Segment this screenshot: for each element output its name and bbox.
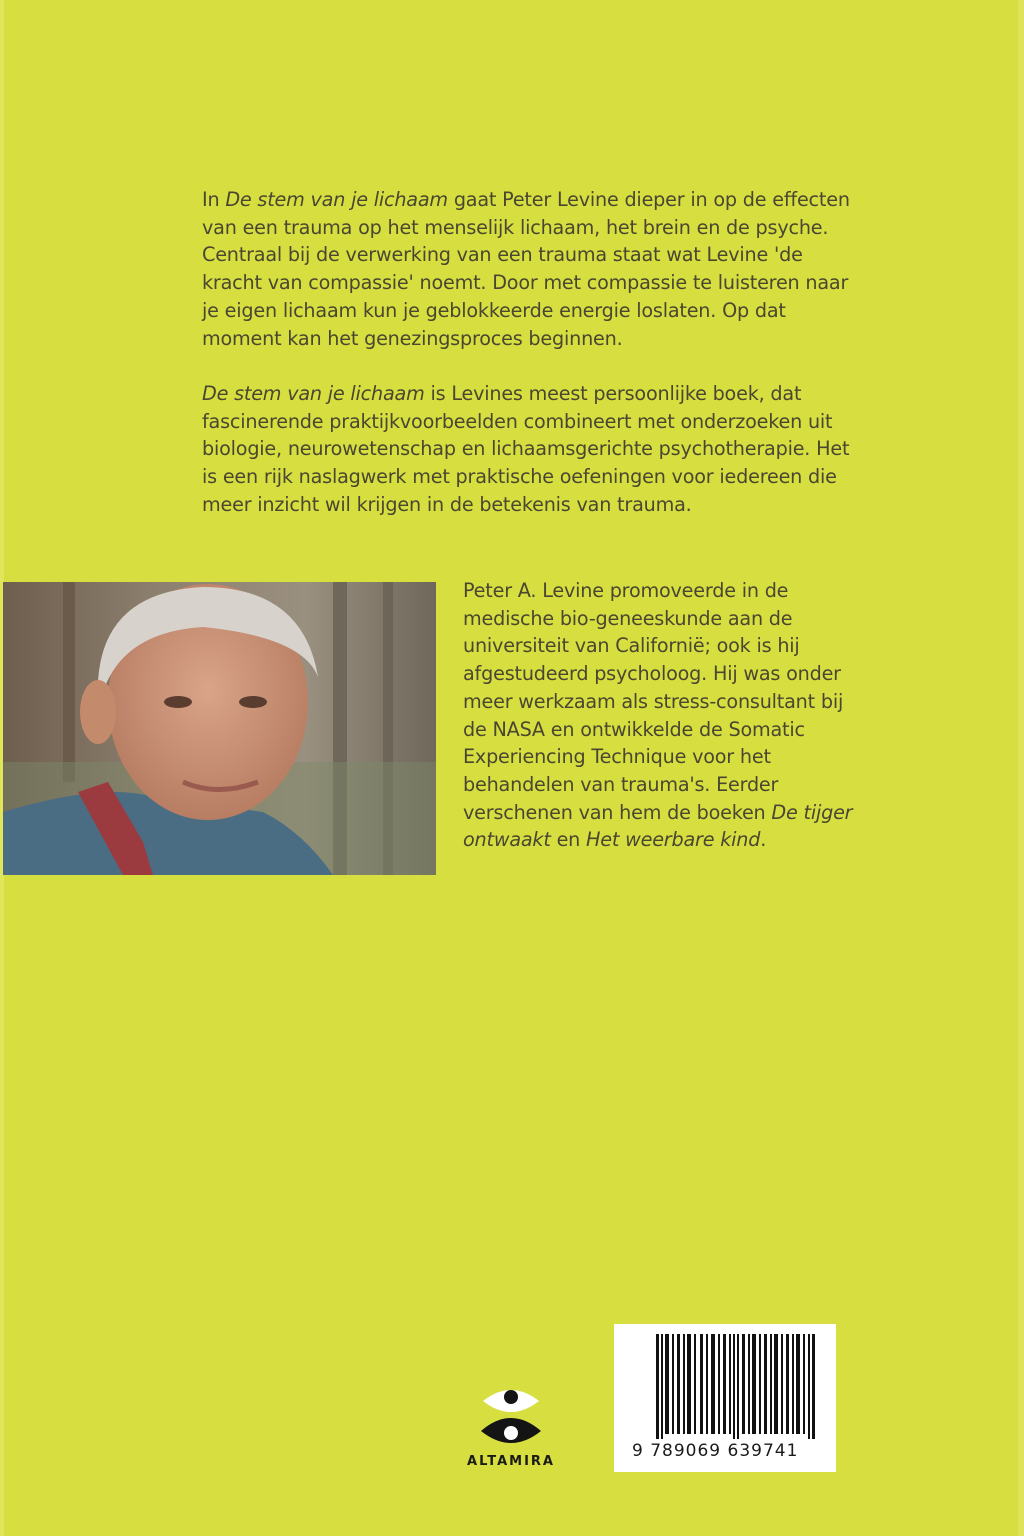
bio-text: Peter A. Levine promoveerde in de medische bio-geneeskunde aan de universiteit van Californië; ook is hij afgestudeerd psycholoog. Hij was onder meer werkzaam als stress-consultant bij de NASA en ontwikkelde de Somatic Experiencing Technique voor het behandelen van trauma's. Eerder verschenen van hem de boeken (463, 579, 844, 824)
isbn-barcode (614, 1324, 836, 1472)
author-photo (3, 582, 436, 875)
isbn-digits: 9 789069 639741 (632, 1441, 799, 1461)
book-title-1: De tijger ontwaakt (463, 800, 853, 852)
book-title: De stem van je lichaam (202, 382, 425, 405)
bio-connector: en (550, 828, 587, 852)
blurb-paragraph-2 (202, 380, 862, 519)
blurb-lead: In (202, 188, 226, 211)
eye-logo-icon (455, 1383, 567, 1453)
portrait-illustration (3, 582, 436, 875)
blurb-text: gaat Peter Levine dieper in op de effecten van een trauma op het menselijk lichaam, het brein en de psyche. Centraal bij de verwerking van een trauma staat wat Levine 'de kracht van compassie' noemt. Door met compassie te luisteren naar je eigen lichaam kun je geblokkeerde energie loslaten. Op dat moment kan het genezingsproces beginnen. (202, 188, 850, 350)
publisher-logo (455, 1383, 567, 1475)
bio-end: . (760, 828, 767, 852)
blurb-paragraph-1 (202, 186, 862, 352)
author-bio (463, 577, 863, 854)
barcode-icon (614, 1324, 836, 1439)
publisher-name: ALTAMIRA (467, 1454, 555, 1469)
blurb-text: is Levines meest persoonlijke boek, dat fascinerende praktijkvoorbeelden combineert met onderzoeken uit biologie, neurowetenschap en lichaamsgerichte psychotherapie. Het is een rijk naslagwerk met praktische oefeningen voor iedereen die meer inzicht wil krijgen in de betekenis van trauma. (202, 382, 850, 516)
right-edge (1018, 0, 1024, 1536)
book-title: De stem van je lichaam (225, 188, 448, 211)
book-title-2: Het weerbare kind (586, 828, 761, 852)
